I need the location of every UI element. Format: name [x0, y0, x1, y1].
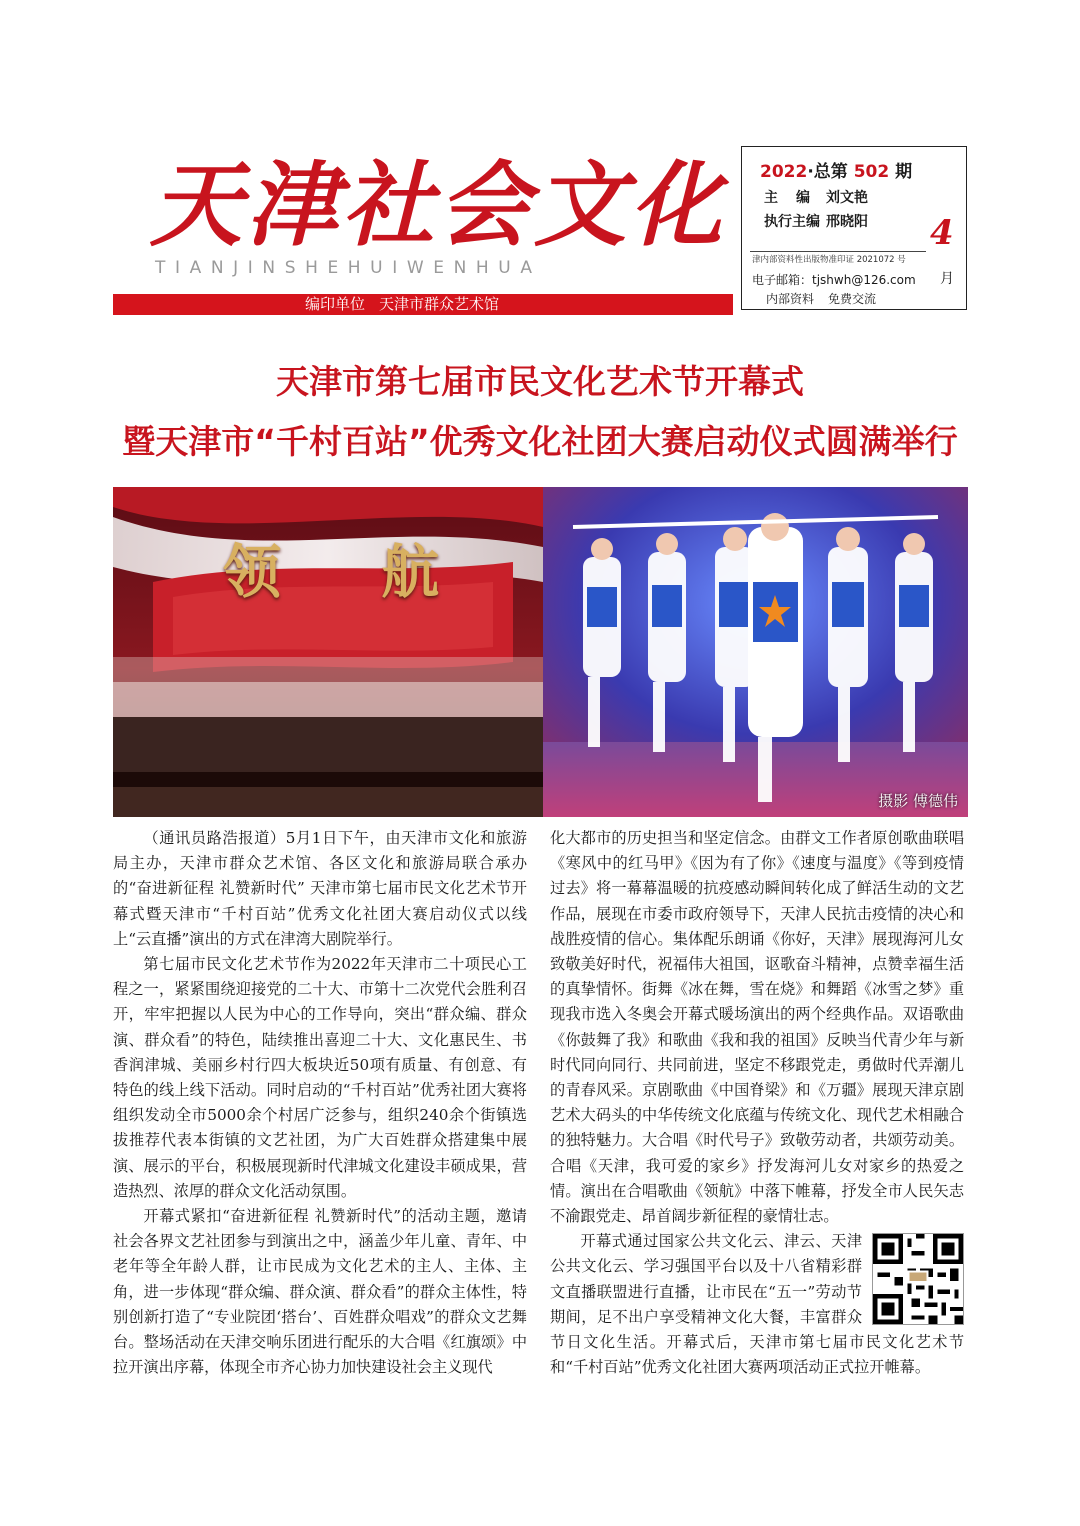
concert-photo	[113, 487, 543, 817]
issue-total-number: 502	[853, 162, 890, 182]
publisher-label: 编印单位	[305, 295, 366, 313]
chief-editor-name: 刘文艳	[826, 190, 868, 206]
issue-number: 4	[930, 213, 954, 253]
chief-editor-row	[764, 187, 868, 207]
internal-label: 内部资料	[766, 292, 815, 306]
qr-code[interactable]	[872, 1233, 964, 1325]
exec-editor-name: 邢晓阳	[826, 214, 868, 230]
exec-editor-row	[764, 211, 868, 231]
free-label: 免费交流	[828, 292, 877, 306]
article-paragraph: 开幕式紧扣“奋进新征程 礼赞新时代”的活动主题，邀请社会各界文艺社团参与到演出之中，涵盖少年儿童、青年、中老年等全年龄人群，让市民成为文化艺术的主人、主体、主角，进一步体现“群众编、群众演、群众看”的群众主体性，特别创新打造了“专业院团‘搭台’、百姓群众唱戏”的群众文艺舞台。整场活动在天津交响乐团进行配乐的大合唱《红旗颂》中拉开演出序幕，体现全市齐心协力加快建设社会主义现代	[113, 1207, 527, 1377]
permit-number: 津内部资料性出版物准印证 2021072 号	[752, 255, 906, 265]
issue-total-suffix: 期	[895, 162, 913, 182]
masthead-title: 天津社会文化	[150, 151, 727, 259]
article-column-right	[550, 826, 964, 1380]
headline-line-2: 暨天津市“千村百站”优秀文化社团大赛启动仪式圆满举行	[122, 422, 958, 461]
exec-editor-role: 执行主编	[764, 214, 820, 230]
dance-photo	[543, 487, 968, 817]
issue-divider	[750, 251, 926, 252]
distribution-row	[766, 290, 876, 307]
headline-line-1: 天津市第七届市民文化艺术节开幕式	[276, 362, 804, 401]
stage-backdrop-text: 领 航	[223, 538, 480, 606]
email-label: 电子邮箱：	[752, 273, 813, 287]
dance-photo-graphic	[543, 487, 968, 817]
photo-credit: 摄影 傅德伟	[878, 792, 958, 810]
article-paragraph: 第七届市民文化艺术节作为2022年天津市二十项民心工程之一，紧紧围绕迎接党的二十大、市第十二次党代会胜利召开，牢牢把握以人民为中心的工作导向，突出“群众编、群众演、群众看”的特色，陆续推出喜迎二十大、文化惠民生、书香润津城、美丽乡村行四大板块近50项有质量、有创意、有特色的线上线下活动。同时启动的“千村百站”优秀社团大赛将组织发动全市5000余个村居广泛参与，组织240余个街镇选拔推荐代表本街镇的文艺社团，为广大百姓群众搭建集中展演、展示的平台，积极展现新时代津城文化建设丰硕成果，营造热烈、浓厚的群众文化活动氛围。	[113, 955, 527, 1200]
email-row	[752, 271, 916, 288]
issue-total-prefix: ·总第	[807, 162, 848, 182]
issue-info-box	[741, 146, 967, 310]
qr-code-graphic	[873, 1234, 963, 1324]
article-paragraph: 化大都市的历史担当和坚定信念。由群文工作者原创歌曲联唱《寒风中的红马甲》《因为有了你》《速度与温度》《等到疫情过去》将一幕幕温暖的抗疫感动瞬间转化成了鲜活生动的文艺作品，展现在市委市政府领导下，天津人民抗击疫情的决心和战胜疫情的信心。集体配乐朗诵《你好，天津》展现海河儿女致敬美好时代，祝福伟大祖国，讴歌奋斗精神，点赞幸福生活的真挚情怀。街舞《冰在舞，雪在烧》和舞蹈《冰雪之梦》重现我市选入冬奥会开幕式暖场演出的两个经典作品。双语歌曲《你鼓舞了我》和歌曲《我和我的祖国》反映当代青少年与新时代同向同行、共同前进，坚定不移跟党走，勇做时代弄潮儿的青春风采。京剧歌曲《中国脊梁》和《万疆》展现天津京剧艺术大码头的中华传统文化底蕴与传统文化、现代艺术相融合的独特魅力。大合唱《时代号子》致敬劳动者，共颂劳动美。合唱《天津，我可爱的家乡》抒发海河儿女对家乡的热爱之情。演出在合唱歌曲《领航》中落下帷幕，抒发全市人民矢志不渝跟党走、昂首阔步新征程的豪情壮志。	[550, 829, 964, 1226]
publisher-bar	[113, 294, 733, 315]
article-paragraph: （通讯员路浩报道）5月1日下午，由天津市文化和旅游局主办，天津市群众艺术馆、各区文化和旅游局联合承办的“奋进新征程 礼赞新时代” 天津市第七届市民文化艺术节开幕式暨天津市“千村百站”优秀文化社团大赛启动仪式以线上“云直播”演出的方式在津湾大剧院举行。	[113, 829, 527, 948]
masthead-pinyin: TIANJINSHEHUIWENHUA	[155, 258, 542, 278]
month-label: 月	[940, 271, 954, 287]
article-paragraph: 开幕式通过国家公共文化云、津云、天津公共文化云、学习强国平台以及十八省精彩群文直播联盟进行直播，让市民在“五一”劳动节期间，足不出户享受精神文化大餐，丰富群众节日文化生活。开幕式后，天津市第七届市民文化艺术节和“千村百站”优秀文化社团大赛两项活动正式拉开帷幕。	[550, 1232, 964, 1377]
publisher-name: 天津市群众艺术馆	[379, 295, 500, 313]
email-address: tjshwh@126.com	[812, 273, 916, 287]
issue-heading	[760, 157, 912, 182]
chief-editor-role: 主编	[764, 190, 828, 206]
issue-year: 2022	[760, 162, 808, 182]
article-column-left	[113, 826, 527, 1380]
